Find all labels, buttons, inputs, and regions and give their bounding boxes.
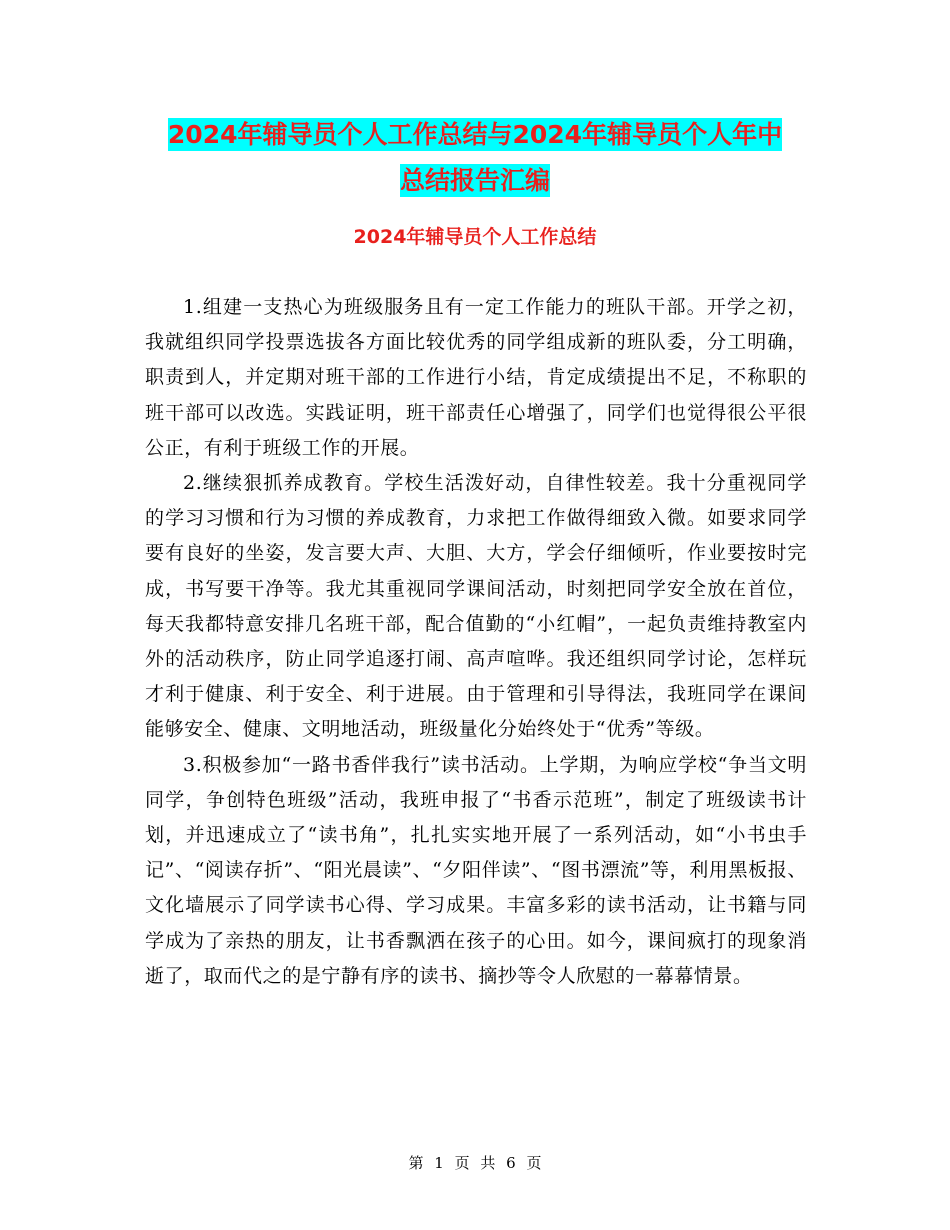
- document-body: [145, 290, 807, 994]
- document-title: [140, 112, 810, 204]
- document-title-line-1: 2024年辅导员个人工作总结与2024年辅导员个人年中: [167, 120, 783, 149]
- page-footer: 第 1 页 共 6 页: [408, 1154, 542, 1172]
- section-title: 2024年辅导员个人工作总结: [353, 226, 597, 248]
- document-title-line-2: 总结报告汇编: [399, 166, 550, 195]
- paragraph-2: 2.继续狠抓养成教育。学校生活泼好动，自律性较差。我十分重视同学的学习习惯和行为习惯的养成教育，力求把工作做得细致入微。如要求同学要有良好的坐姿，发言要大声、大胆、大方，学会仔细倾听，作业要按时完成，书写要干净等。我尤其重视同学课间活动，时刻把同学安全放在首位，每天我都特意安排几名班干部，配合值勤的“小红帽”，一起负责维持教室内外的活动秩序，防止同学追逐打闹、高声喧哗。我还组织同学讨论，怎样玩才利于健康、利于安全、利于进展。由于管理和引导得法，我班同学在课间能够安全、健康、文明地活动，班级量化分始终处于“优秀”等级。: [145, 472, 807, 741]
- paragraph-1: 1.组建一支热心为班级服务且有一定工作能力的班队干部。开学之初，我就组织同学投票选拔各方面比较优秀的同学组成新的班队委，分工明确，职责到人，并定期对班干部的工作进行小结，肯定成绩提出不足，不称职的班干部可以改选。实践证明，班干部责任心增强了，同学们也觉得很公平很公正，有利于班级工作的开展。: [145, 296, 807, 459]
- paragraph-3: 3.积极参加“一路书香伴我行”读书活动。上学期，为响应学校“争当文明同学，争创特色班级”活动，我班申报了“书香示范班”，制定了班级读书计划，并迅速成立了“读书角”，扎扎实实地开展了一系列活动，如“小书虫手记”、“阅读存折”、“阳光晨读”、“夕阳伴读”、“图书漂流”等，利用黑板报、文化墙展示了同学读书心得、学习成果。丰富多彩的读书活动，让书籍与同学成为了亲热的朋友，让书香飘洒在孩子的心田。如今，课间疯打的现象消逝了，取而代之的是宁静有序的读书、摘抄等令人欣慰的一幕幕情景。: [145, 753, 807, 987]
